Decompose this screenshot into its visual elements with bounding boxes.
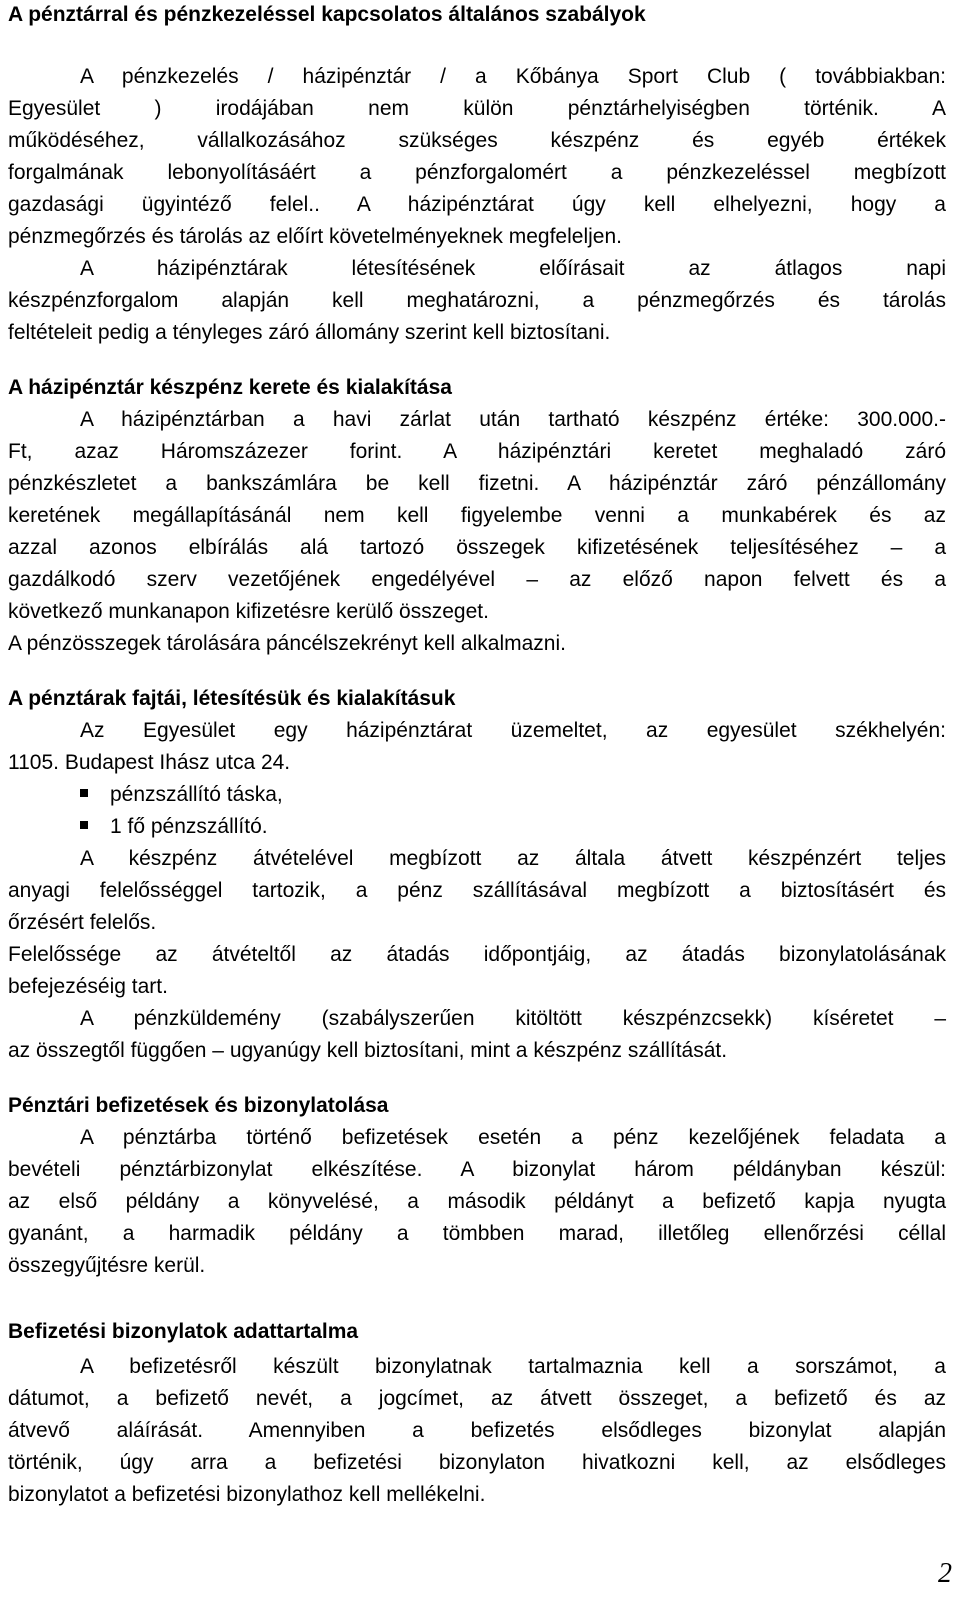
paragraph-line: azzal azonos elbírálás alá tartozó összegek kifizetésének teljesítéséhez – a	[8, 536, 946, 559]
paragraph-line: A pénzkezelés / házipénztár / a Kőbánya Sport Club ( továbbiakban:	[80, 65, 946, 88]
paragraph-line: pénzmegőrzés és tárolás az előírt követelményeknek megfeleljen.	[8, 225, 622, 248]
paragraph-line: forgalmának lebonyolításáért a pénzforgalomért a pénzkezeléssel megbízott	[8, 161, 946, 184]
paragraph-line: Egyesület ) irodájában nem külön pénztárhelyiségben történik. A	[8, 97, 946, 120]
section-heading-payments: Pénztári befizetések és bizonylatolása	[8, 1094, 389, 1117]
paragraph-line: Ft, azaz Háromszázezer forint. A házipénztári keretet meghaladó záró	[8, 440, 946, 463]
section-heading-cash-limit: A házipénztár készpénz kerete és kialakítása	[8, 376, 452, 399]
section-heading-cash-desk-types: A pénztárak fajtái, létesítésük és kialakításuk	[8, 687, 456, 710]
paragraph-line: az összegtől függően – ugyanúgy kell biztosítani, mint a készpénz szállítását.	[8, 1039, 728, 1062]
paragraph-line: bevételi pénztárbizonylat elkészítése. A bizonylat három példányban készül:	[8, 1158, 946, 1181]
paragraph-line: keretének megállapításánál nem kell figyelembe venni a munkabérek és az	[8, 504, 946, 527]
paragraph-line: az első példány a könyvelésé, a második példányt a befizető kapja nyugta	[8, 1190, 946, 1213]
paragraph-line: dátumot, a befizető nevét, a jogcímet, az átvett összeget, a befizető és az	[8, 1387, 946, 1410]
paragraph-line: gyanánt, a harmadik példány a tömbben marad, illetőleg ellenőrzési céllal	[8, 1222, 946, 1245]
paragraph-line: feltételeit pedig a tényleges záró állomány szerint kell biztosítani.	[8, 321, 611, 344]
square-bullet-icon	[80, 789, 88, 797]
paragraph-line: A pénzküldemény (szabályszerűen kitöltött készpénzcsekk) kíséretet –	[80, 1007, 946, 1030]
paragraph-line: őrzésért felelős.	[8, 911, 157, 934]
paragraph-line: A készpénz átvételével megbízott az általa átvett készpénzért teljes	[80, 847, 946, 870]
paragraph-line: készpénzforgalom alapján kell meghatározni, a pénzmegőrzés és tárolás	[8, 289, 946, 312]
page-number: 2	[938, 1558, 952, 1589]
list-item: pénzszállító táska,	[80, 782, 680, 808]
paragraph-line: Az Egyesület egy házipénztárat üzemeltet, az egyesület székhelyén:	[80, 719, 946, 742]
paragraph-line: gazdálkodó szerv vezetőjének engedélyével – az előző napon felvett és a	[8, 568, 946, 591]
paragraph-line: A befizetésről készült bizonylatnak tartalmaznia kell a sorszámot, a	[80, 1355, 946, 1378]
section-heading-general-rules: A pénztárral és pénzkezeléssel kapcsolatos általános szabályok	[8, 3, 646, 26]
paragraph-line: A házipénztárban a havi zárlat után tartható készpénz értéke: 300.000.-	[80, 408, 946, 431]
paragraph-line: A pénztárba történő befizetések esetén a pénz kezelőjének feladata a	[80, 1126, 946, 1149]
paragraph-line: következő munkanapon kifizetésre kerülő összeget.	[8, 600, 489, 623]
paragraph-line: 1105. Budapest Ihász utca 24.	[8, 751, 291, 774]
paragraph-line: anyagi felelősséggel tartozik, a pénz szállításával megbízott a biztosításért és	[8, 879, 946, 902]
section-heading-receipt-contents: Befizetési bizonylatok adattartalma	[8, 1320, 359, 1343]
list-item: 1 fő pénzszállító.	[80, 814, 680, 840]
paragraph-line: működéséhez, vállalkozásához szükséges készpénz és egyéb értékek	[8, 129, 946, 152]
paragraph-line: gazdasági ügyintéző felel.. A házipénztárat úgy kell elhelyezni, hogy a	[8, 193, 946, 216]
square-bullet-icon	[80, 821, 88, 829]
paragraph-line: A házipénztárak létesítésének előírásait az átlagos napi	[80, 257, 946, 280]
paragraph-line: történik, úgy arra a befizetési bizonylaton hivatkozni kell, az elsődleges	[8, 1451, 946, 1474]
paragraph-line: befejezéséig tart.	[8, 975, 168, 998]
paragraph-line: bizonylatot a befizetési bizonylathoz kell mellékelni.	[8, 1483, 486, 1506]
paragraph-line: Felelőssége az átvételtől az átadás időpontjáig, az átadás bizonylatolásának	[8, 943, 946, 966]
paragraph-line: pénzkészletet a bankszámlára be kell fizetni. A házipénztár záró pénzállomány	[8, 472, 946, 495]
paragraph-line: összegyűjtésre kerül.	[8, 1254, 206, 1277]
paragraph-line: A pénzösszegek tárolására páncélszekrényt kell alkalmazni.	[8, 632, 566, 655]
paragraph-line: átvevő aláírását. Amennyiben a befizetés elsődleges bizonylat alapján	[8, 1419, 946, 1442]
